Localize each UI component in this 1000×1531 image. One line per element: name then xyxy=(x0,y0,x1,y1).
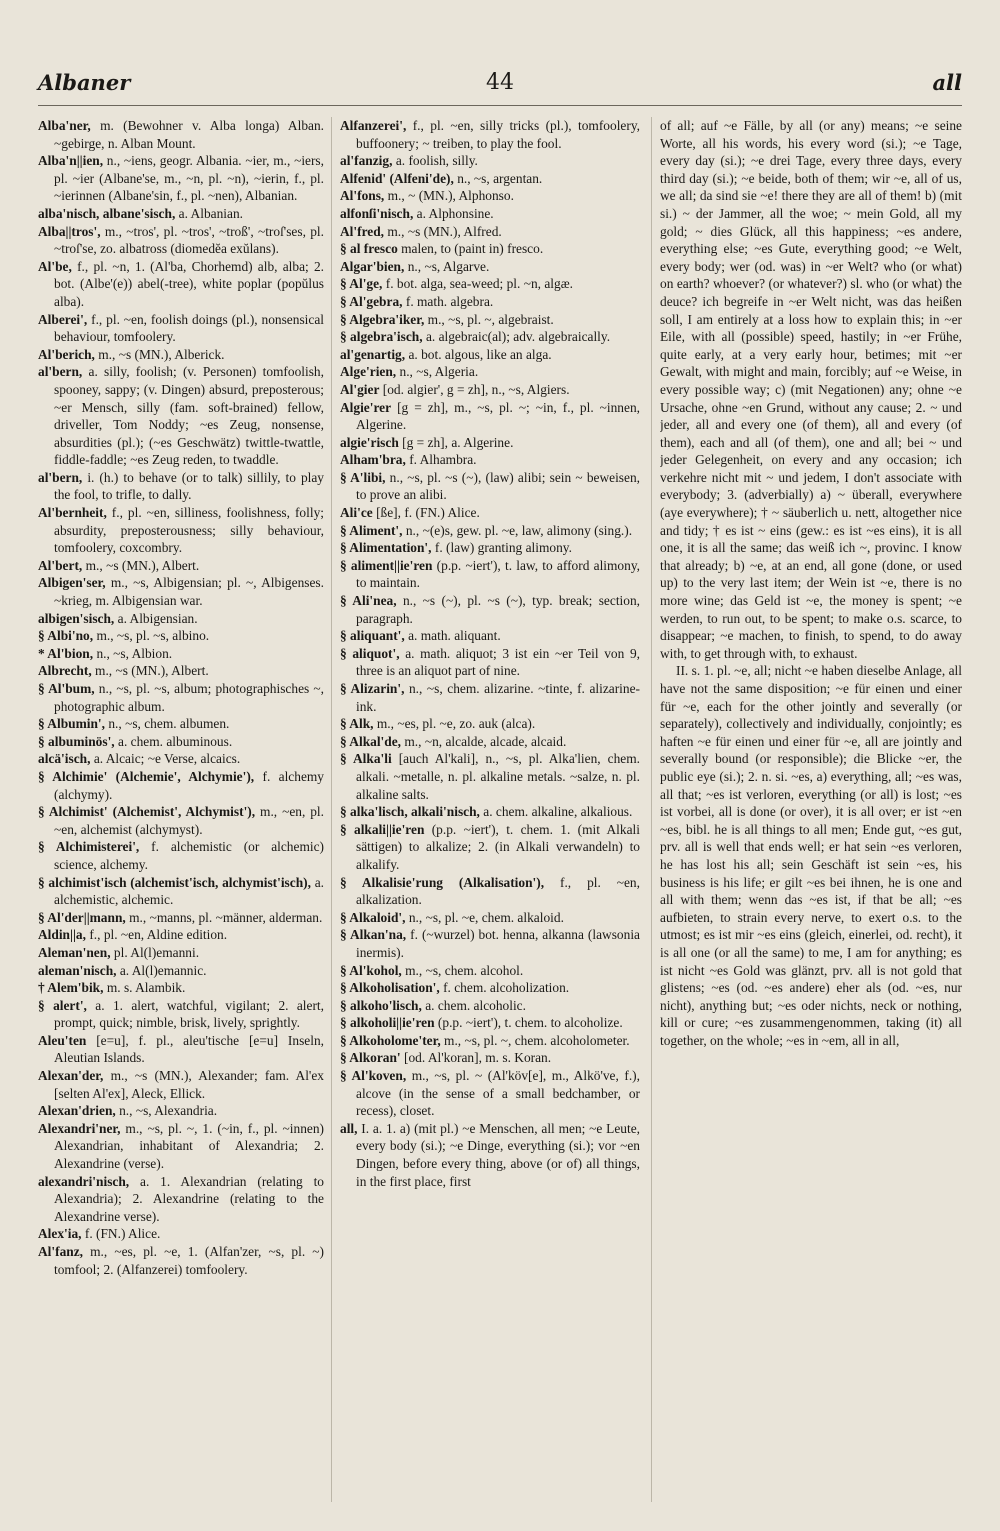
entry-headword: Alba||tros', xyxy=(38,223,101,239)
dictionary-entry xyxy=(38,926,324,944)
header-rule xyxy=(38,105,962,106)
entry-headword: § alkoho'lisch, xyxy=(340,997,422,1013)
dictionary-entry xyxy=(38,258,324,311)
dictionary-entry xyxy=(38,311,324,346)
entry-definition: [auch Al'kali], n., ~s, pl. Alka'lien, chem. alkali. ~metalle, n. pl. alkaline metals. ~salze, n. pl. alkaline salts. xyxy=(356,751,640,802)
dictionary-entry xyxy=(38,627,324,645)
entry-headword: § Alizarin', xyxy=(340,681,405,696)
entry-headword: Alba'ner, xyxy=(38,118,91,133)
dictionary-entry xyxy=(340,680,640,715)
dictionary-entry xyxy=(38,874,324,909)
entry-definition: f. chem. alcoholization. xyxy=(443,980,570,996)
entry-definition: [g = zh], m., ~s, pl. ~; ~in, f., pl. ~innen, Algerine. xyxy=(356,399,640,433)
entry-headword: § Alkal'de, xyxy=(340,733,402,749)
entry-definition: n., ~s, chem. alizarine. ~tinte, f. alizarine-ink. xyxy=(356,681,640,714)
dictionary-entry xyxy=(38,1173,324,1226)
entry-headword: Al'gier xyxy=(340,381,380,397)
dictionary-entry xyxy=(38,152,324,205)
dictionary-entry xyxy=(340,1014,640,1032)
entry-headword: § aliquant', xyxy=(340,628,405,644)
dictionary-entry xyxy=(38,574,324,609)
dictionary-entry xyxy=(340,909,640,927)
dictionary-entry xyxy=(340,293,640,311)
dictionary-entry xyxy=(38,1225,324,1243)
dictionary-entry xyxy=(38,1102,324,1120)
dictionary-entry xyxy=(340,592,640,627)
dictionary-entry xyxy=(340,363,640,381)
entry-definition: m., ~es, pl. ~e, 1. (Alfan'zer, ~s, pl. ~) tomfool; 2. (Alfanzerei) tomfoolery. xyxy=(54,1244,324,1277)
dictionary-entry xyxy=(340,1049,640,1067)
dictionary-entry xyxy=(38,117,324,152)
entry-headword: § alka'lisch, alkali'nisch, xyxy=(340,804,480,820)
entry-definition: m., ~s, pl. ~, 1. (~in, f., pl. ~innen) Alexandrian, inhabitant of Alexandria; 2. Alexandrine (verse). xyxy=(54,1120,324,1172)
entry-headword: Al'be, xyxy=(38,258,72,274)
entry-definition: f. alchemistic (or alchemic) science, alchemy. xyxy=(54,839,324,872)
entry-definition: n., ~s, Albion. xyxy=(96,645,173,661)
entry-definition: a. bot. algous, like an alga. xyxy=(408,346,552,362)
entry-headword: § al fresco xyxy=(340,241,398,257)
entry-headword: Alberei', xyxy=(38,311,88,327)
column-divider xyxy=(651,117,652,1502)
dictionary-entry xyxy=(340,240,640,258)
dictionary-entry xyxy=(340,715,640,733)
entry-headword: Aleu'ten xyxy=(38,1032,87,1048)
dictionary-entry xyxy=(340,997,640,1015)
dictionary-entry xyxy=(340,557,640,592)
entry-headword: § Al'ge, xyxy=(340,276,383,292)
entry-headword: § aliquot', xyxy=(340,645,400,661)
entry-definition: a. algebraic(al); adv. algebraically. xyxy=(425,329,611,345)
entry-headword: § alkoholi||ie'ren xyxy=(340,1015,435,1031)
entry-definition: i. (h.) to behave (or to talk) sillily, to play the fool, to trifle, to dally. xyxy=(54,469,324,503)
dictionary-entry xyxy=(340,170,640,188)
entry-definition: f. (FN.) Alice. xyxy=(84,1226,161,1242)
entry-definition: (p.p. ~iert'), t. chem. to alcoholize. xyxy=(437,1015,623,1031)
entry-definition: m., ~s (MN.), Alfred. xyxy=(387,223,502,239)
dictionary-entry xyxy=(340,874,640,909)
dictionary-entry xyxy=(38,944,324,962)
entry-definition: m., ~s (MN.), Alexander; fam. Al'ex [selten Al'ex], Aleck, Ellick. xyxy=(54,1068,324,1101)
entry-headword: † Alem'bik, xyxy=(38,980,104,996)
dictionary-entry xyxy=(340,926,640,961)
entry-definition: m., ~ (MN.), Alphonso. xyxy=(387,188,514,204)
entry-definition: a. alchemistic, alchemic. xyxy=(54,874,324,908)
entry-headword: algie'risch xyxy=(340,434,399,450)
dictionary-entry xyxy=(38,1032,324,1067)
entry-headword: § alert', xyxy=(38,997,87,1013)
entry-headword: § Algebra'iker, xyxy=(340,311,425,327)
entry-headword: Alexandri'ner, xyxy=(38,1120,121,1136)
entry-definition: II. s. 1. pl. ~e, all; nicht ~e haben dieselbe Anlage, all have not the same disposition; ~e für einen und einer für ~e, each for the other jointly and severally (or separately), collectively and individually, conjointly; es haften ~e für einen und einer für ~e, all are jointly and severally bound (or responsible); die Blicke ~er, the public eye (si.); 2. n. si. ~es, a) everything, all; ~es was, all that; ~es ist verloren, everything (or all) is lost; ~es ist vorbei, all is done (or over), it is all over; er ist ~en ~es, bibl. he is all things to all men; Ende gut, ~es gut, prv. all is well that ends well; er hat sein ~es verloren, he has lost his all; sein Geschäft ist sein ~es, his business is his life; er gilt ~es bei ihnen, he is one and all with them; wenn das ~es ist, if that be all; ~es aufbieten, to strain every nerve, to exert o.s. to the utmost; es ist mir ~es eins (gleich, einerlei, od. recht), it is all one (or all the same) to me, I am for anything; es ist nicht ~es Gold was glänzt, prv. all is not gold that glistens; ~es (od. ~es andere) eher als (od. ~es, nur nicht), anything but; ~es oder nichts, neck or nothing, kill or cure; ~es zusammengenommen, taking (it) all together, on the whole; ~es in ~em, all in all, xyxy=(660,663,962,1048)
dictionary-entry xyxy=(38,803,324,838)
entry-definition: a. chem. alkaline, alkalious. xyxy=(483,804,633,820)
entry-headword: § algebra'isch, xyxy=(340,329,423,345)
entry-definition: m., ~s (MN.), Alberick. xyxy=(98,346,225,362)
entry-definition: f., pl. ~en, foolish doings (pl.), nonsensical behaviour, tomfoolery. xyxy=(54,311,324,345)
dictionary-entry xyxy=(340,434,640,452)
dictionary-entry xyxy=(38,979,324,997)
entry-headword: § Al'bum, xyxy=(38,681,95,696)
dictionary-entry xyxy=(340,979,640,997)
entry-definition: m. (Bewohner v. Alba longa) Alban. ~gebirge, n. Alban Mount. xyxy=(54,118,324,151)
entry-headword: § Alkan'na, xyxy=(340,927,407,943)
dictionary-entry xyxy=(38,610,324,628)
entry-headword: Al'fons, xyxy=(340,188,385,204)
entry-headword: Alge'rien, xyxy=(340,364,397,380)
entry-definition: n., ~s, argentan. xyxy=(457,170,543,186)
dictionary-entry xyxy=(38,909,324,927)
dictionary-entry xyxy=(38,557,324,575)
dictionary-entry xyxy=(340,381,640,399)
entry-headword: § Al'der||mann, xyxy=(38,909,126,925)
entry-headword: § Alkoholome'ter, xyxy=(340,1032,441,1048)
entry-definition: m. s. Alambik. xyxy=(106,980,186,996)
entry-headword: § Alchimisterei', xyxy=(38,839,140,855)
dictionary-entry xyxy=(38,645,324,663)
entry-definition: f., pl. ~n, 1. (Al'ba, Chorhemd) alb, alba; 2. bot. (Albe'(e)) abel(-tree), white poplar (popŭlus alba). xyxy=(54,258,324,309)
dictionary-entry xyxy=(340,504,640,522)
column-divider xyxy=(331,117,332,1502)
entry-definition: I. a. 1. a) (mit pl.) ~e Menschen, all men; ~e Leute, every body (si.); ~e Dinge, everything (si.); vor ~en Dingen, before every thing, above (or of) all things, in the first place, first xyxy=(356,1120,640,1189)
entry-headword: Albigen'ser, xyxy=(38,575,106,591)
entry-definition: f., pl. ~en, alkalization. xyxy=(356,874,640,908)
entry-definition: a. math. aliquant. xyxy=(408,628,501,644)
dictionary-entry xyxy=(38,469,324,504)
dictionary-entry xyxy=(340,750,640,803)
entry-definition: a. Alphonsine. xyxy=(416,205,494,221)
entry-headword: Alexan'drien, xyxy=(38,1103,116,1119)
entry-definition: n., ~s, pl. ~s (~), (law) alibi; sein ~ beweisen, to prove an alibi. xyxy=(356,469,640,503)
entry-definition: a. silly, foolish; (v. Personen) tomfoolish, spooney, sappy; (v. Dingen) absurd, preposterous; ~er Mensch, silly (fam. soft-brained) fellow, driveller, Tom Noddy; ~es Zeug, nonsense, absurdities (pl.); (~es Geschwätz) twittle-twattle, fiddle-faddle; ~es Zeug reden, to twaddle. xyxy=(54,364,324,468)
dictionary-entry xyxy=(340,539,640,557)
entry-headword: alcä'isch, xyxy=(38,751,91,767)
entry-definition: n., ~(e)s, gew. pl. ~e, law, alimony (sing.). xyxy=(405,522,633,538)
entry-headword: Alfenid' (Alfeni'de), xyxy=(340,170,454,186)
dictionary-entry xyxy=(340,1032,640,1050)
entry-definition: a. chem. albuminous. xyxy=(118,733,233,749)
entry-headword: § Albi'no, xyxy=(38,628,94,644)
entry-headword: Algar'bien, xyxy=(340,258,405,274)
entry-definition: a. Alcaic; ~e Verse, alcaics. xyxy=(93,751,241,767)
entry-definition: f. Alhambra. xyxy=(409,452,477,468)
entry-definition: a. foolish, silly. xyxy=(395,153,478,169)
entry-definition: f. (~wurzel) bot. henna, alkanna (lawsonia inermis). xyxy=(356,927,640,960)
entry-definition: n., ~iens, geogr. Albania. ~ier, m., ~iers, pl. ~ier (Albane'se, m., ~n, pl. ~n), ~ierin, f., pl. ~ierinnen (Albane'sin, f., pl. ~nen), Albanian. xyxy=(54,153,324,204)
dictionary-entry xyxy=(38,346,324,364)
entry-headword: al'bern, xyxy=(38,364,83,380)
dictionary-entry xyxy=(38,733,324,751)
entry-headword: Alexan'der, xyxy=(38,1068,104,1084)
entry-headword: § Alk, xyxy=(340,716,374,732)
dictionary-entry xyxy=(340,962,640,980)
entry-headword: al'fanzig, xyxy=(340,153,393,169)
dictionary-entry xyxy=(340,205,640,223)
entry-definition: a. Albanian. xyxy=(178,205,243,221)
entry-definition: m., ~s, pl. ~, algebraist. xyxy=(427,311,554,327)
entry-definition: [g = zh], a. Algerine. xyxy=(402,434,514,450)
dictionary-entry xyxy=(340,328,640,346)
entry-definition: [od. algier', g = zh], n., ~s, Algiers. xyxy=(382,381,570,397)
entry-headword: Albrecht, xyxy=(38,663,92,679)
entry-headword: § Al'koven, xyxy=(340,1068,407,1084)
dictionary-entry xyxy=(38,662,324,680)
entry-definition: m., ~en, pl. ~en, alchemist (alchymyst). xyxy=(54,804,324,837)
entry-headword: § Alkaloid', xyxy=(340,909,406,925)
entry-definition: f. alchemy (alchymy). xyxy=(54,768,324,802)
dictionary-entry xyxy=(38,1120,324,1173)
column-1 xyxy=(38,117,324,1502)
dictionary-entry xyxy=(340,522,640,540)
entry-definition: m., ~s (MN.), Albert. xyxy=(95,663,209,679)
dictionary-entry xyxy=(38,205,324,223)
dictionary-entry xyxy=(660,662,962,1049)
entry-headword: al'genartig, xyxy=(340,346,406,362)
entry-headword: albigen'sisch, xyxy=(38,610,115,626)
dictionary-entry xyxy=(340,733,640,751)
entry-headword: Alex'ia, xyxy=(38,1226,82,1242)
entry-headword: alfonſi'nisch, xyxy=(340,205,414,221)
entry-headword: Al'bernheit, xyxy=(38,505,107,521)
running-head-left: Albaner xyxy=(38,70,131,95)
dictionary-entry xyxy=(340,1120,640,1190)
entry-headword: § Alchimist' (Alchemist', Alchymist'), xyxy=(38,804,256,820)
dictionary-entry xyxy=(38,223,324,258)
entry-definition: a. math. aliquot; 3 ist ein ~er Teil von 9, three is an aliquot part of nine. xyxy=(356,645,640,679)
dictionary-entry xyxy=(340,451,640,469)
dictionary-entry xyxy=(38,363,324,469)
entry-definition: a. Albigensian. xyxy=(117,610,198,626)
dictionary-entry xyxy=(340,346,640,364)
entry-definition: [e=u], f. pl., aleu'tische [e=u] Inseln, Aleutian Islands. xyxy=(54,1032,324,1066)
dictionary-entry xyxy=(38,504,324,557)
entry-headword: § Al'gebra, xyxy=(340,293,403,309)
entry-definition: m., ~manns, pl. ~männer, alderman. xyxy=(129,909,323,925)
dictionary-entry xyxy=(340,821,640,874)
entry-headword: all, xyxy=(340,1120,358,1136)
entry-definition: m., ~n, alcalde, alcade, alcaid. xyxy=(404,733,567,749)
entry-definition: n., ~s (~), pl. ~s (~), typ. break; section, paragraph. xyxy=(356,593,640,626)
entry-definition: malen, to (paint in) fresco. xyxy=(401,241,544,257)
dictionary-entry xyxy=(340,1067,640,1120)
entry-definition: a. 1. Alexandrian (relating to Alexandria); 2. Alexandrine (relating to the Alexandrine verse). xyxy=(54,1173,324,1224)
dictionary-entry xyxy=(340,399,640,434)
entry-headword: Alba'n||ien, xyxy=(38,153,104,169)
entry-headword: al'bern, xyxy=(38,469,83,485)
entry-headword: Aldin||a, xyxy=(38,927,86,943)
entry-headword: Al'berich, xyxy=(38,346,95,362)
entry-headword: aleman'nisch, xyxy=(38,962,117,978)
entry-headword: Alfanzerei', xyxy=(340,118,407,133)
entry-headword: § Alka'li xyxy=(340,751,392,767)
column-2 xyxy=(340,117,640,1502)
entry-headword: § albuminös', xyxy=(38,733,115,749)
entry-definition: n., ~s, pl. ~s, album; photographisches ~, photographic album. xyxy=(54,681,324,714)
dictionary-entry xyxy=(340,275,640,293)
entry-definition: f. math. algebra. xyxy=(405,293,494,309)
entry-definition: f. (law) granting alimony. xyxy=(434,540,572,556)
entry-definition: n., ~s, Alexandria. xyxy=(119,1103,218,1119)
entry-definition: m., ~s, Albigensian; pl. ~, Albigenses. ~krieg, m. Albigensian war. xyxy=(54,575,324,609)
entry-definition: f., pl. ~en, silly tricks (pl.), tomfoolery, buffoonery; ~ treiben, to play the fool. xyxy=(356,118,640,151)
entry-headword: § Alimentation', xyxy=(340,540,432,556)
entry-headword: Alham'bra, xyxy=(340,452,406,468)
entry-definition: f., pl. ~en, silliness, foolishness, folly; absurdity, preposterousness; silly behaviour, tomfoolery, coxcombry. xyxy=(54,505,324,556)
dictionary-entry xyxy=(340,258,640,276)
entry-headword: § Al'kohol, xyxy=(340,962,402,978)
dictionary-entry xyxy=(340,187,640,205)
entry-headword: § alkali||ie'ren xyxy=(340,821,425,837)
entry-headword: § Alkoholisation', xyxy=(340,980,440,996)
dictionary-entry xyxy=(38,1243,324,1278)
entry-definition: m., ~tros', pl. ~tros', ~troß', ~troſ'ses, pl. ~troſ'se, zo. albatross (diomedĕa exŭlans). xyxy=(54,223,324,257)
entry-headword: * Al'bion, xyxy=(38,645,94,661)
dictionary-entry xyxy=(340,645,640,680)
dictionary-entry xyxy=(660,117,962,662)
dictionary-entry xyxy=(38,962,324,980)
entry-definition: n., ~s, Algeria. xyxy=(399,364,479,380)
running-head-right: all xyxy=(932,70,962,95)
dictionary-entry xyxy=(340,117,640,152)
entry-headword: § aliment||ie'ren xyxy=(340,557,433,573)
entry-headword: § Alkalisie'rung (Alkalisation'), xyxy=(340,874,545,890)
entry-definition: n., ~s, chem. albumen. xyxy=(108,716,230,732)
entry-headword: Ali'ce xyxy=(340,505,373,521)
dictionary-entry xyxy=(38,768,324,803)
column-3 xyxy=(660,117,962,1502)
dictionary-entry xyxy=(340,627,640,645)
entry-headword: § Alchimie' (Alchemie', Alchymie'), xyxy=(38,768,255,784)
entry-definition: m., ~s, chem. alcohol. xyxy=(405,962,524,978)
dictionary-entry xyxy=(340,469,640,504)
entry-headword: Aleman'nen, xyxy=(38,944,111,960)
dictionary-entry xyxy=(38,838,324,873)
entry-headword: § alchimist'isch (alchemist'isch, alchymist'isch), xyxy=(38,874,311,890)
entry-headword: alba'nisch, albane'sisch, xyxy=(38,205,176,221)
entry-definition: m., ~s, pl. ~s, albino. xyxy=(96,628,210,644)
entry-definition: f., pl. ~en, Aldine edition. xyxy=(89,927,228,943)
entry-definition: f. bot. alga, sea-weed; pl. ~n, algæ. xyxy=(385,276,573,292)
dictionary-entry xyxy=(340,311,640,329)
entry-headword: Al'fanz, xyxy=(38,1244,84,1259)
entry-definition: n., ~s, pl. ~e, chem. alkaloid. xyxy=(408,909,564,925)
entry-definition: of all; auf ~e Fälle, by all (or any) means; ~e seine Worte, all his words, his every word (si.); ~e Tage, every day (si.); ~e drei Tage, every three days, every third day (si.); ~e beide, both of them; wir ~e, all of us, we all; da sind sie ~e! there they are all of them! b) (mit si.) ~ der Jammer, all the woe; ~ mein Gold, all my gold; ~ dies Glück, all this happiness; ~es andere, everything else; ~es Gute, everything good; ~e Welt, every body; wer (od. was) in ~er Welt? who (or what) on earth? whoever? (or whatever?) sl. who (or what) the deuce? ich begreife in ~er Welt nicht, was das heißen soll, I am entirely at a loss how to explain this; in ~er Eile, with all (possible) speed, hastily; in ~er Frühe, quite early, at a very early hour, betimes; mit ~er Gewalt, with might and main, forcibly; auf ~e Weise, in every possible way; c) (mit Negationen) any; ohne ~e Ursache, ohne ~en Grund, without any cause; 2. ~ und jeder, all and every one (of them), all and every (of them), each and all (of them), one and all; bei ~ und jeder Gelegenheit, on every and any occasion; ich verkehre nicht mit ~ und jedem, I don't associate with everybody; 3. (adverbially) a) ~ überall, everywhere (aye everywhere); † ~ säuberlich u. nett, altogether nice and tidy; † es ist ~ eins (gew.: es ist ~es eins), it is all one, it is all the same; das weiß ich ~, provinc. I know that already; b) ~e, at an end, all gone (done, or used up) to the very last item; der Wein ist ~e, there is no more wine; das Geld ist ~e, the money is spent; ~e werden, to run out, to be spent; to make o.s. scarce, to disappear; ~e machen, to finish, to spend, to do away with, to get through with, to exhaust. xyxy=(660,118,962,661)
entry-definition: a. 1. alert, watchful, vigilant; 2. alert, prompt, quick; nimble, brisk, lively, sprightly. xyxy=(54,997,324,1031)
entry-definition: (p.p. ~iert'), t. chem. 1. (mit Alkali sättigen) to alkalize; 2. (in Alkali verwandeln) to alkalify. xyxy=(356,821,640,872)
page-number: 44 xyxy=(486,70,514,95)
entry-headword: Al'fred, xyxy=(340,223,385,239)
entry-headword: § Albumin', xyxy=(38,716,105,732)
entry-headword: § Aliment', xyxy=(340,522,403,538)
entry-definition: m., ~s (MN.), Albert. xyxy=(85,557,200,573)
entry-headword: § Alkoran' xyxy=(340,1050,401,1066)
dictionary-entry xyxy=(340,152,640,170)
entry-definition: pl. Al(l)emanni. xyxy=(113,944,200,960)
entry-definition: m., ~s, pl. ~, chem. alcoholometer. xyxy=(444,1032,630,1048)
entry-definition: [od. Al'koran], m. s. Koran. xyxy=(404,1050,552,1066)
dictionary-entry xyxy=(38,680,324,715)
page-header xyxy=(38,70,962,100)
entry-definition: (p.p. ~iert'), t. law, to afford alimony, to maintain. xyxy=(356,557,640,591)
entry-definition: m., ~es, pl. ~e, zo. auk (alca). xyxy=(376,716,536,732)
entry-headword: alexandri'nisch, xyxy=(38,1173,130,1189)
entry-definition: [ße], f. (FN.) Alice. xyxy=(376,505,480,521)
entry-headword: Algie'rer xyxy=(340,399,392,415)
entry-headword: Al'bert, xyxy=(38,557,83,573)
dictionary-entry xyxy=(340,803,640,821)
entry-definition: a. chem. alcoholic. xyxy=(425,997,526,1013)
dictionary-entry xyxy=(340,223,640,241)
dictionary-entry xyxy=(38,1067,324,1102)
dictionary-entry xyxy=(38,997,324,1032)
entry-definition: m., ~s, pl. ~ (Al'köv[e], m., Alkö've, f.), alcove (in the sense of a small bedchamber, or recess), closet. xyxy=(356,1068,640,1119)
entry-definition: n., ~s, Algarve. xyxy=(407,258,490,274)
entry-headword: § A'libi, xyxy=(340,469,386,485)
dictionary-entry xyxy=(38,715,324,733)
dictionary-entry xyxy=(38,750,324,768)
entry-definition: a. Al(l)emannic. xyxy=(119,962,207,978)
entry-headword: § Ali'nea, xyxy=(340,593,397,609)
